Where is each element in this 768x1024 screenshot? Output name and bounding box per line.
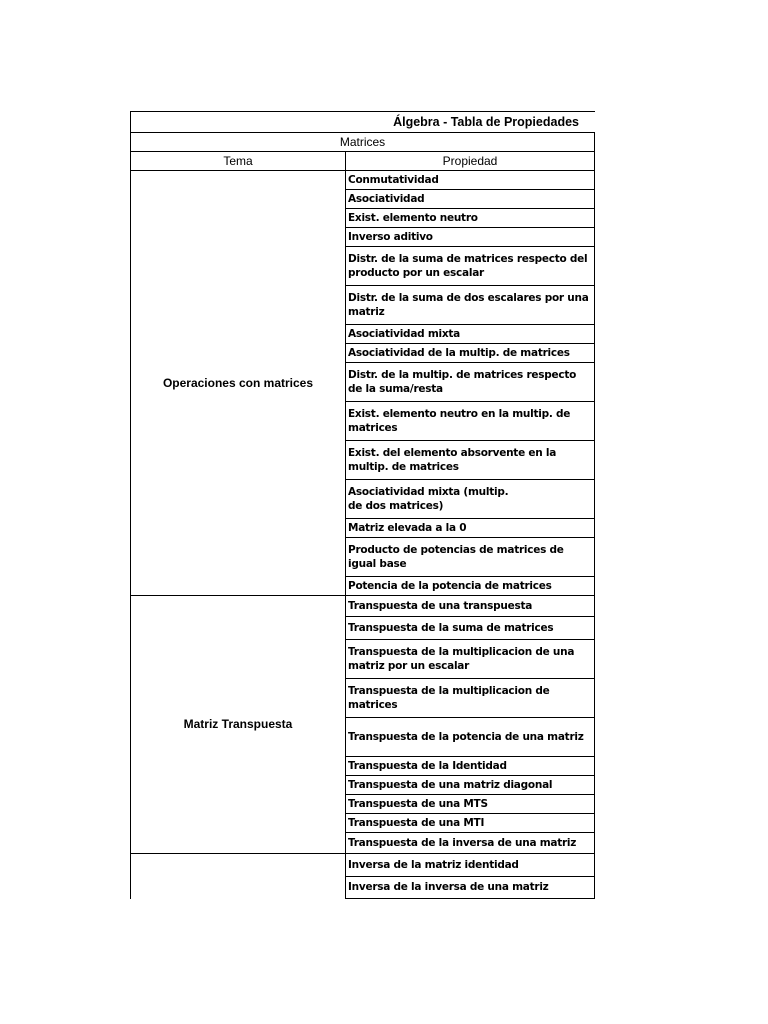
- property-cell: Asociatividad de la multip. de matrices: [345, 343, 595, 362]
- column-header-propiedad: Propiedad: [345, 151, 595, 170]
- property-cell: Asociatividad: [345, 189, 595, 208]
- property-text: Exist. del elemento absorvente en la multip. de matrices: [348, 446, 557, 473]
- property-text: Exist. elemento neutro en la multip. de matrices: [348, 407, 571, 434]
- property-cell: [345, 246, 595, 285]
- tema-cell: [130, 853, 345, 899]
- table-title: Álgebra - Tabla de Propiedades: [130, 111, 595, 132]
- property-cell: Inverso aditivo: [345, 227, 595, 246]
- property-cell: Conmutatividad: [345, 170, 595, 189]
- property-text: Transpuesta de la multiplicacion de matrices: [348, 684, 550, 711]
- property-cell: Inversa de la inversa de una matriz: [345, 876, 595, 899]
- property-text: Producto de potencias de matrices de igual base: [348, 543, 564, 570]
- property-cell: [345, 537, 595, 576]
- tema-cell: Operaciones con matrices: [130, 170, 345, 595]
- property-cell: [345, 440, 595, 479]
- property-text: Asociatividad mixta (multip. de dos matrices): [348, 485, 509, 512]
- table-subtitle: Matrices: [130, 132, 595, 151]
- property-text: Distr. de la multip. de matrices respecto de la suma/resta: [348, 368, 577, 395]
- property-text: Transpuesta de la multiplicacion de una matriz por un escalar: [348, 645, 575, 672]
- tema-cell: Matriz Transpuesta: [130, 595, 345, 853]
- property-cell: Transpuesta de la Identidad: [345, 756, 595, 775]
- property-cell: Transpuesta de una matriz diagonal: [345, 775, 595, 794]
- property-cell: Exist. elemento neutro: [345, 208, 595, 227]
- property-cell: Transpuesta de una transpuesta: [345, 595, 595, 616]
- property-cell: Matriz elevada a la 0: [345, 518, 595, 537]
- properties-table: [130, 111, 595, 899]
- property-cell: Transpuesta de una MTS: [345, 794, 595, 813]
- property-text: Distr. de la suma de dos escalares por una matriz: [348, 291, 589, 318]
- property-cell: Inversa de la matriz identidad: [345, 853, 595, 876]
- column-header-tema: Tema: [130, 151, 345, 170]
- property-cell: Transpuesta de una MTI: [345, 813, 595, 832]
- property-cell: [345, 285, 595, 324]
- property-cell: [345, 401, 595, 440]
- property-cell: Transpuesta de la inversa de una matriz: [345, 832, 595, 853]
- property-cell: Potencia de la potencia de matrices: [345, 576, 595, 595]
- property-cell: Asociatividad mixta: [345, 324, 595, 343]
- property-cell: Transpuesta de la potencia de una matriz: [345, 717, 595, 756]
- property-cell: [345, 479, 595, 518]
- property-cell: [345, 678, 595, 717]
- property-cell: [345, 362, 595, 401]
- property-cell: [345, 639, 595, 678]
- property-cell: Transpuesta de la suma de matrices: [345, 616, 595, 639]
- property-text: Distr. de la suma de matrices respecto del producto por un escalar: [348, 252, 588, 279]
